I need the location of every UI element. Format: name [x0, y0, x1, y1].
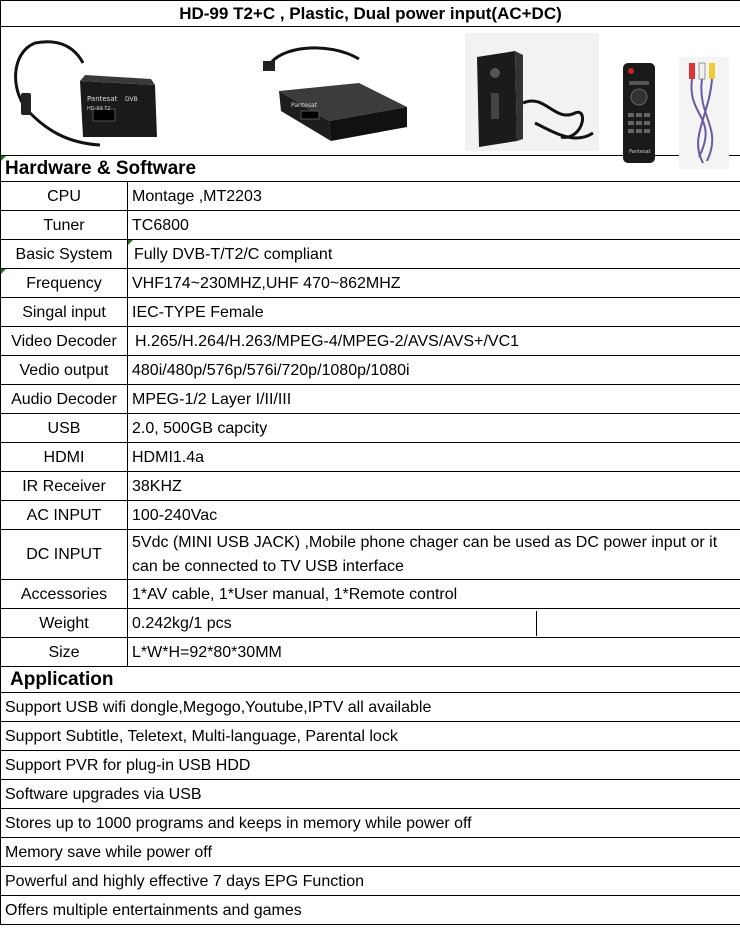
spec-value: 480i/480p/576p/576i/720p/1080p/1080i [128, 356, 740, 385]
spec-value: IEC-TYPE Female [128, 298, 740, 327]
spec-row-dc-input [1, 530, 740, 580]
application-text: Powerful and highly effective 7 days EPG Function [1, 867, 740, 896]
spec-label: Frequency [1, 269, 128, 298]
spec-row-cpu [1, 182, 740, 211]
receiver-photo-front [5, 33, 165, 151]
spec-row-size [1, 638, 740, 667]
product-photos [1, 27, 740, 156]
spec-label: Tuner [1, 211, 128, 240]
application-item [1, 751, 740, 780]
spec-row-hdmi [1, 443, 740, 472]
application-text: Support Subtitle, Teletext, Multi-language, Parental lock [1, 722, 740, 751]
svg-text:Pantesat: Pantesat [87, 95, 118, 103]
remote-control-photo [621, 61, 657, 165]
receiver-photo-ports [465, 33, 599, 151]
spec-label: Accessories [1, 580, 128, 609]
application-item [1, 838, 740, 867]
spec-value: Montage ,MT2203 [128, 182, 740, 211]
application-item [1, 722, 740, 751]
spec-value: HDMI1.4a [128, 443, 740, 472]
receiver-photo-angled [239, 41, 419, 145]
spec-value: TC6800 [128, 211, 740, 240]
application-item [1, 780, 740, 809]
section-application: Application [1, 667, 740, 693]
spec-value: 2.0, 500GB capcity [128, 414, 740, 443]
spec-value: MPEG-1/2 Layer I/II/III [128, 385, 740, 414]
application-item [1, 693, 740, 722]
spec-row-usb [1, 414, 740, 443]
spec-value: H.265/H.264/H.263/MPEG-4/MPEG-2/AVS/AVS+/VC1 [128, 327, 740, 356]
spec-label: USB [1, 414, 128, 443]
spec-label: Vedio output [1, 356, 128, 385]
spec-value: Fully DVB-T/T2/C compliant [128, 240, 740, 269]
spec-row-frequency [1, 269, 740, 298]
section-hardware-software: Hardware & Software [1, 156, 740, 182]
spec-value: 1*AV cable, 1*User manual, 1*Remote control [128, 580, 740, 609]
application-item [1, 809, 740, 838]
spec-value: 38KHZ [128, 472, 740, 501]
av-cable-photo [679, 57, 729, 169]
svg-text:Pantesat: Pantesat [629, 149, 651, 155]
spec-label: DC INPUT [1, 530, 128, 580]
svg-text:Pantesat: Pantesat [291, 102, 318, 109]
spec-label: IR Receiver [1, 472, 128, 501]
spec-label: Video Decoder [1, 327, 128, 356]
spec-value: 5Vdc (MINI USB JACK) ,Mobile phone chager can be used as DC power input or it can be connected to TV USB interface [128, 530, 740, 580]
spec-label: AC INPUT [1, 501, 128, 530]
spec-label: Basic System [1, 240, 128, 269]
spec-value: 0.242kg/1 pcs [128, 611, 537, 636]
application-text: Support PVR for plug-in USB HDD [1, 751, 740, 780]
spec-row-accessories [1, 580, 740, 609]
application-item [1, 867, 740, 896]
spec-row-video-decoder [1, 327, 740, 356]
spec-value: L*W*H=92*80*30MM [128, 638, 740, 667]
spec-value: 100-240Vac [128, 501, 740, 530]
spec-row-audio-decoder [1, 385, 740, 414]
spec-row-basic-system [1, 240, 740, 269]
spec-label: HDMI [1, 443, 128, 472]
spec-row-tuner [1, 211, 740, 240]
spec-value: VHF174~230MHZ,UHF 470~862MHZ [128, 269, 740, 298]
spec-row-video-output [1, 356, 740, 385]
spec-label: CPU [1, 182, 128, 211]
spec-label: Weight [1, 609, 128, 638]
spec-label: Singal input [1, 298, 128, 327]
spec-row-signal-input [1, 298, 740, 327]
application-text: Software upgrades via USB [1, 780, 740, 809]
application-text: Memory save while power off [1, 838, 740, 867]
product-title: HD-99 T2+C , Plastic, Dual power input(AC+DC) [1, 1, 740, 27]
spec-label: Size [1, 638, 128, 667]
spec-row-weight [1, 609, 740, 638]
application-item [1, 896, 740, 925]
svg-text:HD-99 T2: HD-99 T2 [87, 106, 111, 112]
spec-value-cell [128, 609, 740, 638]
spec-row-ac-input [1, 501, 740, 530]
application-text: Support USB wifi dongle,Megogo,Youtube,IPTV all available [1, 693, 740, 722]
application-text: Offers multiple entertainments and games [1, 896, 740, 925]
svg-text:DVB: DVB [125, 96, 138, 103]
application-text: Stores up to 1000 programs and keeps in memory while power off [1, 809, 740, 838]
spec-label: Audio Decoder [1, 385, 128, 414]
spec-row-ir-receiver [1, 472, 740, 501]
